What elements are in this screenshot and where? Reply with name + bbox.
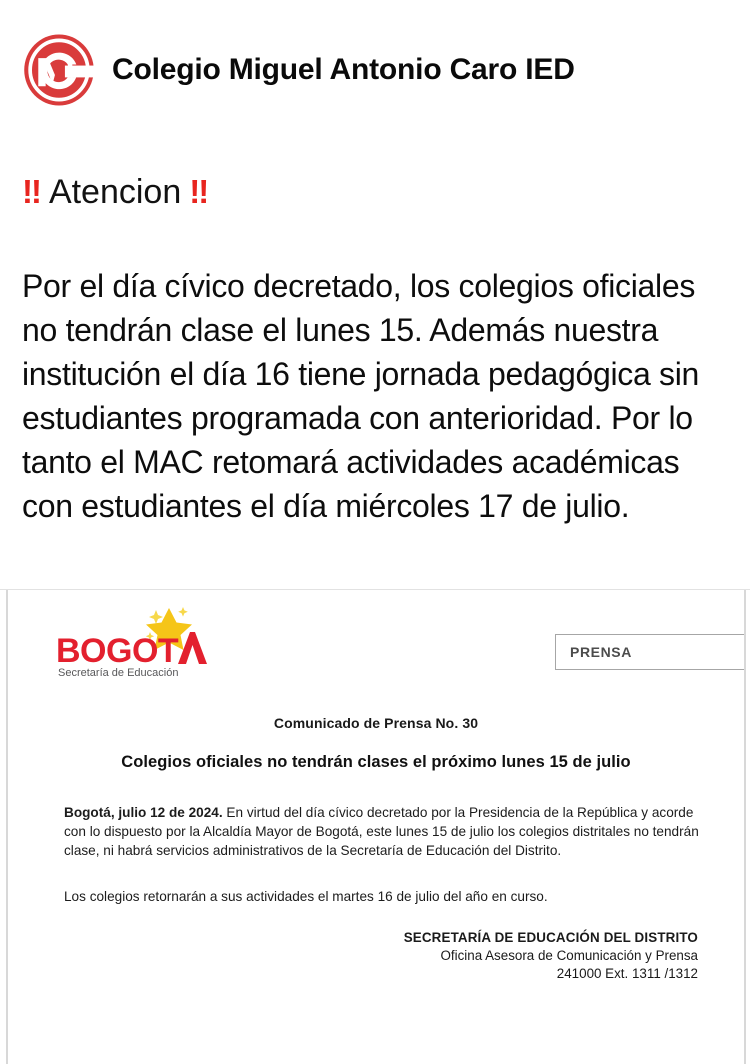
- press-release-sheet: [8, 590, 744, 1064]
- attached-document-image[interactable]: [0, 589, 750, 1064]
- release-paragraph-2: Los colegios retornarán a sus actividades el martes 16 de julio del año en curso.: [64, 889, 548, 904]
- signature-line-3: 241000 Ext. 1311 /1312: [556, 966, 698, 981]
- attention-label: Atencion: [48, 173, 182, 211]
- post-header: [22, 33, 575, 107]
- page-title: Colegio Miguel Antonio Caro IED: [112, 53, 575, 86]
- prensa-label: PRENSA: [570, 644, 632, 660]
- svg-text:Secretaría de Educación: Secretaría de Educación: [58, 667, 179, 679]
- double-exclamation-icon-left: ‼: [22, 173, 41, 210]
- release-number: Comunicado de Prensa No. 30: [273, 715, 479, 731]
- signature-line-1: SECRETARÍA DE EDUCACIÓN DEL DISTRITO: [403, 930, 698, 945]
- signature-line-2: Oficina Asesora de Comunicación y Prensa: [440, 948, 698, 963]
- prensa-label-box: [555, 634, 744, 670]
- release-dateline: Bogotá, julio 12 de 2024.: [64, 805, 223, 820]
- release-headline: Colegios oficiales no tendrán clases el próximo lunes 15 de julio: [121, 753, 631, 771]
- double-exclamation-icon-right: ‼: [189, 173, 209, 210]
- svg-text:BOGOT: BOGOT: [56, 632, 179, 670]
- release-paragraph-1: [64, 803, 700, 860]
- release-paragraph-1-body: En virtud del día cívico decretado por la Presidencia de la República y acorde con lo dispuesto por la Alcaldía Mayor de Bogotá, este lunes 15 de julio los colegios distritales no tendrán clase, ni habrá servicios administrativos de la Secretaría de Educación del Distrito.: [64, 805, 699, 858]
- attention-heading: [22, 172, 208, 212]
- post-body-text: Por el día cívico decretado, los colegios oficiales no tendrán clase el lunes 15. Además nuestra institución el día 16 tiene jornada pedagógica sin estudiantes programada con anterioridad. Por lo tanto el MAC retomará actividades académicas con estudiantes el día miércoles 17 de julio.: [22, 268, 700, 524]
- bogota-secretaria-educacion-logo-icon: [56, 602, 231, 680]
- mac-monogram-logo-icon: [22, 33, 96, 107]
- release-signature-block: [404, 929, 698, 983]
